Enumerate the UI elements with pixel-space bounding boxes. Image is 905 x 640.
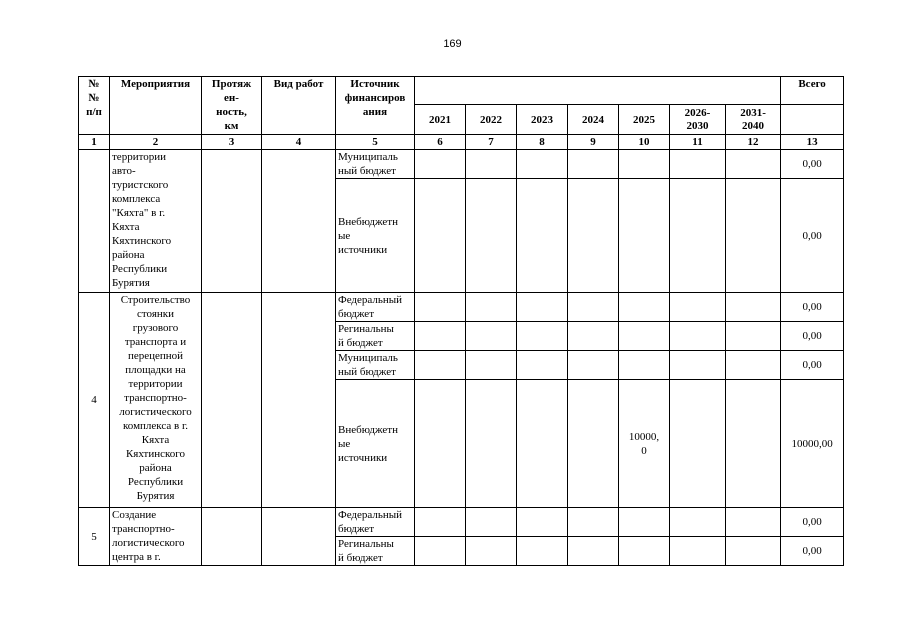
- source-cell: Муниципаль ный бюджет: [336, 150, 415, 179]
- value-cell-2025: [619, 150, 670, 179]
- work-type-cell: [262, 293, 336, 508]
- header-total-blank: [781, 105, 844, 135]
- value-cell-2025: [619, 179, 670, 293]
- col-number: 13: [781, 135, 844, 150]
- total-cell: 0,00: [781, 179, 844, 293]
- value-cell-2031-2040: [726, 150, 781, 179]
- source-cell: Регинальны й бюджет: [336, 537, 415, 566]
- value-cell-2031-2040: [726, 508, 781, 537]
- col-number: 6: [415, 135, 466, 150]
- work-type-cell: [262, 508, 336, 566]
- header-total: Всего: [781, 77, 844, 105]
- value-cell-2023: [517, 380, 568, 508]
- col-number: 4: [262, 135, 336, 150]
- header-year-2025: 2025: [619, 105, 670, 135]
- header-row-top: [79, 77, 844, 105]
- value-cell-2022: [466, 150, 517, 179]
- value-cell-2031-2040: [726, 351, 781, 380]
- row-number-cell: 5: [79, 508, 110, 566]
- value-cell-2021: [415, 150, 466, 179]
- financing-table: [78, 76, 844, 566]
- value-cell-2026-2030: [670, 351, 726, 380]
- length-cell: [202, 293, 262, 508]
- header-year-2026-2030: 2026- 2030: [670, 105, 726, 135]
- source-cell: Регинальны й бюджет: [336, 322, 415, 351]
- value-cell-2023: [517, 508, 568, 537]
- table-row: [79, 508, 844, 537]
- source-cell: Внебюджетн ые источники: [336, 380, 415, 508]
- value-cell-2026-2030: [670, 179, 726, 293]
- value-cell-2025: [619, 322, 670, 351]
- value-cell-2021: [415, 293, 466, 322]
- value-cell-2021: [415, 537, 466, 566]
- measure-cell: Строительство стоянки грузового транспорта и перецепной площадки на территории транспортно- логистического комплекса в г. Кяхта Кяхтинского района Республики Бурятия: [110, 293, 202, 508]
- total-cell: 0,00: [781, 322, 844, 351]
- col-number: 9: [568, 135, 619, 150]
- col-number: 10: [619, 135, 670, 150]
- header-num: № № п/п: [79, 77, 110, 135]
- source-cell: Федеральный бюджет: [336, 293, 415, 322]
- total-cell: 0,00: [781, 508, 844, 537]
- col-number: 2: [110, 135, 202, 150]
- value-cell-2023: [517, 322, 568, 351]
- value-cell-2021: [415, 322, 466, 351]
- value-cell-2023: [517, 150, 568, 179]
- header-year-2021: 2021: [415, 105, 466, 135]
- value-cell-2025: [619, 537, 670, 566]
- col-number: 5: [336, 135, 415, 150]
- value-cell-2023: [517, 537, 568, 566]
- header-length: Протяж ен- ность, км: [202, 77, 262, 135]
- row-number-cell: [79, 150, 110, 293]
- value-cell-2021: [415, 179, 466, 293]
- value-cell-2026-2030: [670, 293, 726, 322]
- value-cell-2021: [415, 351, 466, 380]
- table-row: [79, 293, 844, 322]
- col-number: 12: [726, 135, 781, 150]
- value-cell-2025: [619, 293, 670, 322]
- value-cell-2022: [466, 508, 517, 537]
- value-cell-2023: [517, 179, 568, 293]
- value-cell-2026-2030: [670, 322, 726, 351]
- value-cell-2026-2030: [670, 537, 726, 566]
- header-year-2022: 2022: [466, 105, 517, 135]
- total-cell: 0,00: [781, 150, 844, 179]
- value-cell-2021: [415, 380, 466, 508]
- value-cell-2024: [568, 179, 619, 293]
- value-cell-2025: 10000, 0: [619, 380, 670, 508]
- value-cell-2022: [466, 537, 517, 566]
- col-number: 3: [202, 135, 262, 150]
- value-cell-2022: [466, 351, 517, 380]
- col-number: 7: [466, 135, 517, 150]
- measure-cell: территории авто- туристского комплекса "Кяхта" в г. Кяхта Кяхтинского района Республики Бурятия: [110, 150, 202, 293]
- value-cell-2026-2030: [670, 150, 726, 179]
- col-number: 11: [670, 135, 726, 150]
- header-year-2031-2040: 2031- 2040: [726, 105, 781, 135]
- source-cell: Внебюджетн ые источники: [336, 179, 415, 293]
- row-number-cell: 4: [79, 293, 110, 508]
- value-cell-2024: [568, 537, 619, 566]
- column-number-row: [79, 135, 844, 150]
- measure-cell: Создание транспортно- логистического центра в г.: [110, 508, 202, 566]
- value-cell-2022: [466, 322, 517, 351]
- value-cell-2031-2040: [726, 537, 781, 566]
- table-row: [79, 150, 844, 179]
- value-cell-2024: [568, 322, 619, 351]
- header-year-2023: 2023: [517, 105, 568, 135]
- source-cell: Муниципаль ный бюджет: [336, 351, 415, 380]
- total-cell: 0,00: [781, 537, 844, 566]
- header-source: Источник финансиров ания: [336, 77, 415, 135]
- value-cell-2024: [568, 508, 619, 537]
- header-year-2024: 2024: [568, 105, 619, 135]
- page-number: 169: [443, 38, 462, 50]
- value-cell-2023: [517, 351, 568, 380]
- total-cell: 10000,00: [781, 380, 844, 508]
- value-cell-2022: [466, 179, 517, 293]
- value-cell-2031-2040: [726, 380, 781, 508]
- work-type-cell: [262, 150, 336, 293]
- value-cell-2022: [466, 380, 517, 508]
- header-years-group: [415, 77, 781, 105]
- value-cell-2031-2040: [726, 293, 781, 322]
- value-cell-2023: [517, 293, 568, 322]
- total-cell: 0,00: [781, 293, 844, 322]
- col-number: 8: [517, 135, 568, 150]
- source-cell: Федеральный бюджет: [336, 508, 415, 537]
- value-cell-2021: [415, 508, 466, 537]
- value-cell-2025: [619, 508, 670, 537]
- header-work-type: Вид работ: [262, 77, 336, 135]
- value-cell-2024: [568, 293, 619, 322]
- value-cell-2025: [619, 351, 670, 380]
- value-cell-2026-2030: [670, 380, 726, 508]
- header-measures: Мероприятия: [110, 77, 202, 135]
- value-cell-2024: [568, 351, 619, 380]
- length-cell: [202, 150, 262, 293]
- value-cell-2031-2040: [726, 179, 781, 293]
- value-cell-2024: [568, 150, 619, 179]
- value-cell-2024: [568, 380, 619, 508]
- value-cell-2026-2030: [670, 508, 726, 537]
- length-cell: [202, 508, 262, 566]
- total-cell: 0,00: [781, 351, 844, 380]
- col-number: 1: [79, 135, 110, 150]
- value-cell-2022: [466, 293, 517, 322]
- value-cell-2031-2040: [726, 322, 781, 351]
